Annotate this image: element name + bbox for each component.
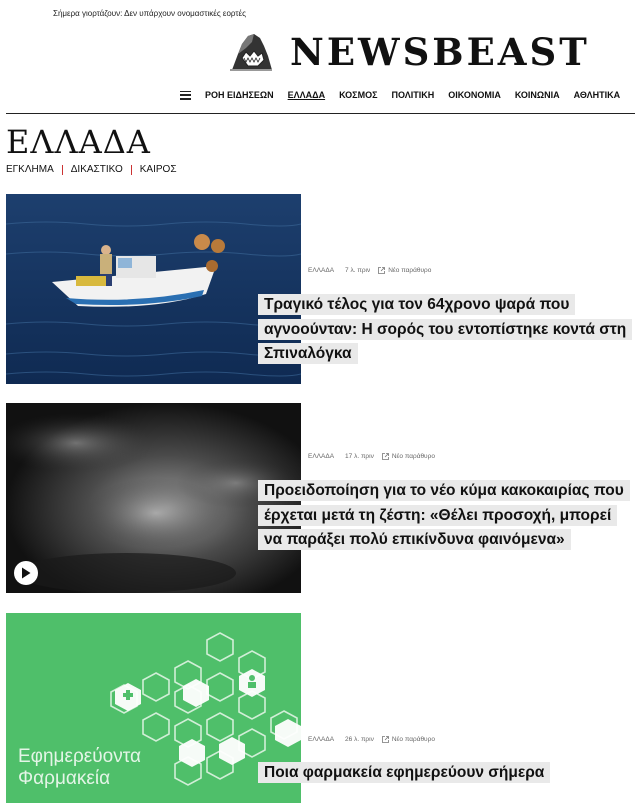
subnav-item-weather[interactable]: ΚΑΙΡΟΣ bbox=[139, 164, 177, 175]
article-card bbox=[6, 613, 636, 803]
new-window-label: Νέο παράθυρο bbox=[391, 453, 435, 460]
page-title: ΕΛΛΑΔΑ bbox=[6, 123, 151, 161]
article-card bbox=[6, 194, 636, 384]
article-time: 17 λ. πριν bbox=[345, 453, 374, 460]
nameday-text[interactable]: Δεν υπάρχουν ονομαστικές εορτές bbox=[124, 9, 246, 18]
header-divider bbox=[6, 113, 635, 114]
article-image-storm-clouds[interactable] bbox=[6, 403, 301, 593]
article-meta bbox=[308, 453, 435, 460]
logo-text: NEWSBEAST bbox=[290, 29, 590, 74]
open-new-window-link[interactable] bbox=[382, 736, 435, 743]
nav-item-economy[interactable]: ΟΙΚΟΝΟΜΙΑ bbox=[448, 90, 501, 100]
subnav-item-justice[interactable]: ΔΙΚΑΣΤΙΚΟ bbox=[70, 164, 123, 175]
article-category[interactable]: ΕΛΛΑΔΑ bbox=[308, 267, 335, 274]
article-headline[interactable]: Προειδοποίηση για το νέο κύμα κακοκαιρίας που έρχεται μετά τη ζέστη: «Θέλει προσοχή, μπορεί να παράξει πολύ επικίνδυνα φαινόμενα» bbox=[258, 479, 628, 553]
nav-item-news-feed[interactable]: ΡΟΗ ΕΙΔΗΣΕΩΝ bbox=[205, 90, 274, 100]
external-link-icon bbox=[382, 453, 389, 460]
subcategory-nav bbox=[6, 164, 177, 175]
external-link-icon bbox=[382, 736, 389, 743]
article-meta bbox=[308, 267, 431, 274]
new-window-label: Νέο παράθυρο bbox=[391, 736, 435, 743]
article-category[interactable]: ΕΛΛΑΔΑ bbox=[308, 736, 335, 743]
site-logo[interactable] bbox=[228, 29, 590, 74]
subnav-separator bbox=[131, 165, 132, 175]
nameday-bar bbox=[53, 9, 246, 18]
article-image-fishing-boat[interactable] bbox=[6, 194, 301, 384]
article-time: 26 λ. πριν bbox=[345, 736, 374, 743]
nav-item-greece[interactable]: ΕΛΛΑΔΑ bbox=[287, 90, 326, 100]
image-caption: Εφημερεύοντα Φαρμακεία bbox=[18, 746, 141, 789]
nav-item-world[interactable]: ΚΟΣΜΟΣ bbox=[339, 90, 378, 100]
main-nav bbox=[180, 90, 620, 100]
play-icon bbox=[21, 567, 31, 579]
play-video-button[interactable] bbox=[14, 561, 38, 585]
article-meta bbox=[308, 736, 435, 743]
nav-item-sports[interactable]: ΑΘΛΗΤΙΚΑ bbox=[573, 90, 621, 100]
new-window-label: Νέο παράθυρο bbox=[388, 267, 432, 274]
article-headline[interactable]: Τραγικό τέλος για τον 64χρονο ψαρά που αγνοούνταν: Η σορός του εντοπίστηκε κοντά στη Σπιναλόγκα bbox=[258, 293, 628, 367]
external-link-icon bbox=[378, 267, 385, 274]
hamburger-icon[interactable] bbox=[180, 91, 191, 100]
open-new-window-link[interactable] bbox=[378, 267, 431, 274]
nav-item-politics[interactable]: ΠΟΛΙΤΙΚΗ bbox=[391, 90, 435, 100]
shark-icon bbox=[228, 32, 274, 72]
article-headline[interactable]: Ποια φαρμακεία εφημερεύουν σήμερα bbox=[258, 761, 628, 786]
subnav-item-crime[interactable]: ΕΓΚΛΗΜΑ bbox=[6, 164, 54, 175]
article-time: 7 λ. πριν bbox=[345, 267, 371, 274]
nav-item-society[interactable]: ΚΟΙΝΩΝΙΑ bbox=[514, 90, 560, 100]
nameday-prefix: Σήμερα γιορτάζουν: bbox=[53, 9, 123, 18]
subnav-separator bbox=[62, 165, 63, 175]
article-card bbox=[6, 403, 636, 593]
open-new-window-link[interactable] bbox=[382, 453, 435, 460]
article-category[interactable]: ΕΛΛΑΔΑ bbox=[308, 453, 335, 460]
article-image-pharmacies[interactable] bbox=[6, 613, 301, 803]
